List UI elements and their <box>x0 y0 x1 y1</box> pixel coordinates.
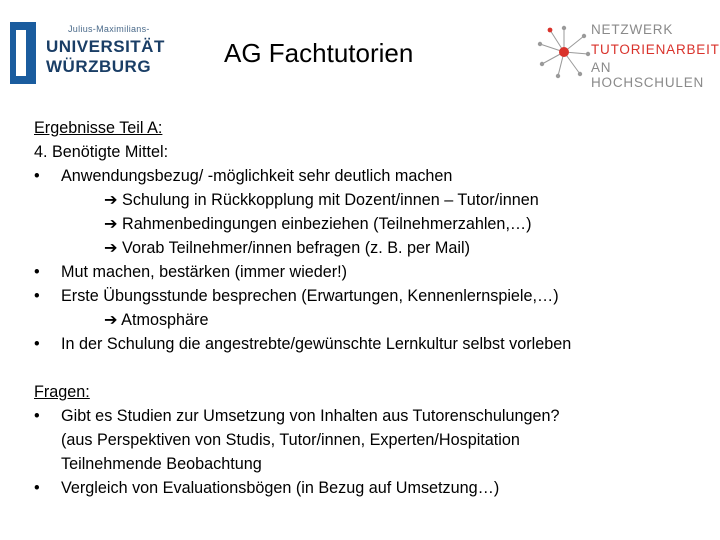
sub-item: ➔ Vorab Teilnehmer/innen befragen (z. B. per Mail) <box>104 239 470 257</box>
bullet-marker: • <box>34 407 40 425</box>
network-logo-line3: AN HOCHSCHULEN <box>591 60 705 90</box>
list-item <box>34 404 704 428</box>
sub-item: ➔ Rahmenbedingungen einbeziehen (Teilnehmerzahlen,…) <box>104 215 532 233</box>
list-item-text: Anwendungsbezug/ -möglichkeit sehr deutlich machen <box>61 167 453 185</box>
list-item-text: Vergleich von Evaluationsbögen (in Bezug auf Umsetzung…) <box>61 479 500 497</box>
bullet-marker: • <box>34 263 40 281</box>
list-item <box>34 284 704 308</box>
university-logo-line1: UNIVERSITÄT <box>46 37 165 56</box>
network-logo-line1: NETZWERK <box>591 22 674 37</box>
slide-body <box>34 116 704 500</box>
list-item <box>34 332 704 356</box>
list-item-continuation: Teilnehmende Beobachtung <box>61 455 262 473</box>
list-item <box>34 476 704 500</box>
list-item-text: Mut machen, bestärken (immer wieder!) <box>61 263 348 281</box>
list-item-text: In der Schulung die angestrebte/gewünschte Lernkultur selbst vorleben <box>61 335 572 353</box>
university-logo-small-text: Julius-Maximilians- <box>68 24 150 34</box>
network-logo <box>536 14 720 94</box>
section-a-heading: Ergebnisse Teil A: <box>34 119 163 137</box>
bullet-marker: • <box>34 479 40 497</box>
bullet-marker: • <box>34 167 40 185</box>
questions-heading: Fragen: <box>34 383 90 401</box>
university-mark-icon <box>10 22 36 84</box>
list-item-continuation: (aus Perspektiven von Studis, Tutor/innen, Experten/Hospitation <box>61 431 520 449</box>
sub-item: ➔ Atmosphäre <box>104 311 209 329</box>
university-logo-line2: WÜRZBURG <box>46 57 152 76</box>
list-item <box>34 164 704 188</box>
bullet-marker: • <box>34 335 40 353</box>
list-item-text: Gibt es Studien zur Umsetzung von Inhalten aus Tutorenschulungen? <box>61 407 560 425</box>
slide-title: AG Fachtutorien <box>224 38 414 68</box>
university-logo <box>10 18 165 88</box>
list-item <box>34 260 704 284</box>
list-item-text: Erste Übungsstunde besprechen (Erwartungen, Kennenlernspiele,…) <box>61 287 559 305</box>
sub-item: ➔ Schulung in Rückkopplung mit Dozent/innen – Tutor/innen <box>104 191 539 209</box>
section-a-subheading: 4. Benötigte Mittel: <box>34 143 169 161</box>
network-logo-line2: TUTORIENARBEIT <box>591 42 720 57</box>
bullet-marker: • <box>34 287 40 305</box>
network-star-icon <box>536 24 592 80</box>
